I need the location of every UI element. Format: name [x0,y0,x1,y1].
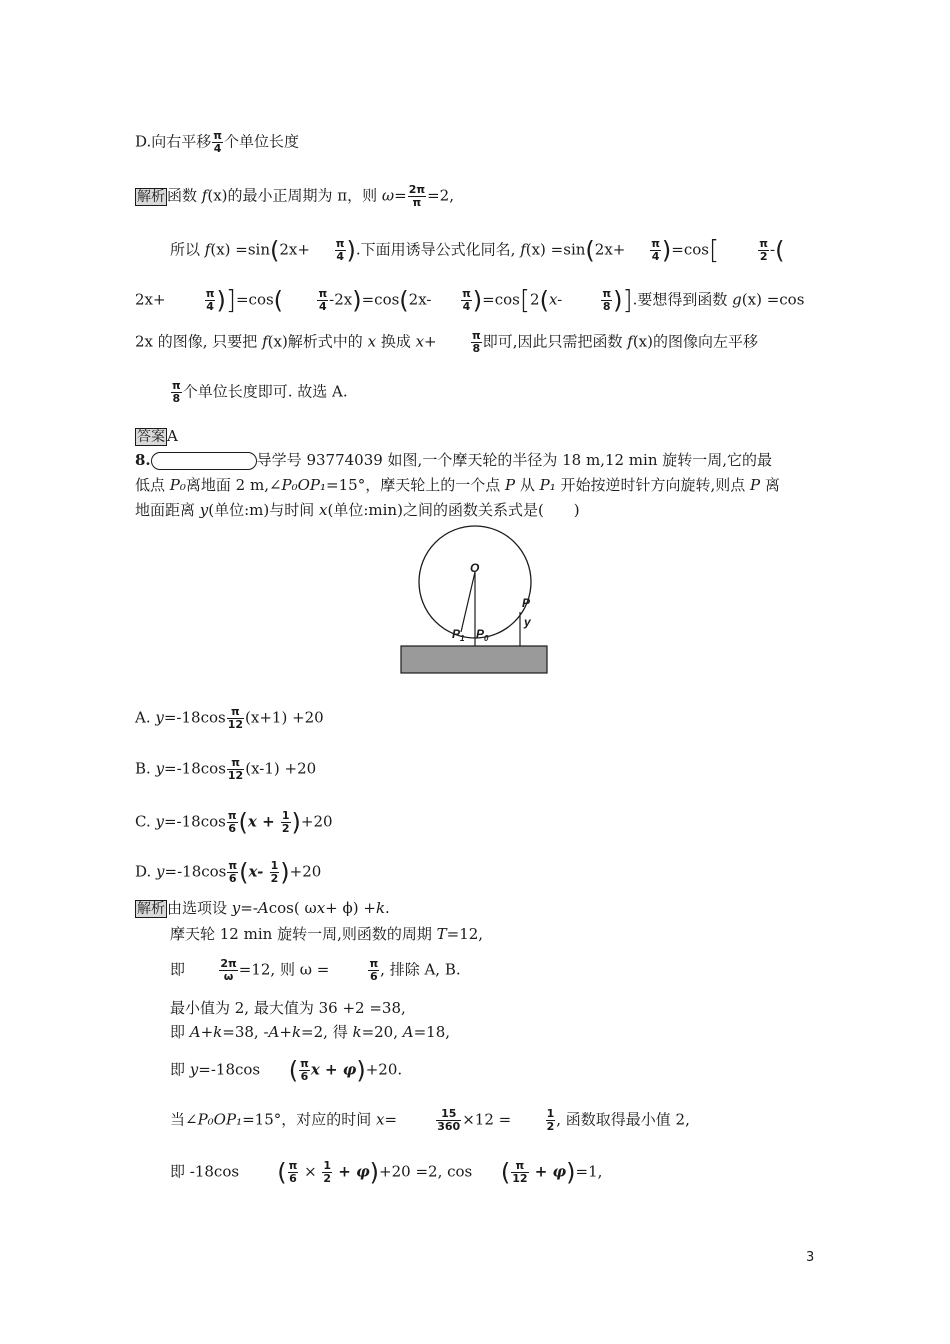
solution2-line7: 当∠P₀OP₁=15°，对应的时间 x= $\frac{15}{360}$ ×12 = $\frac{1}{2}$ , 函数取得最小值 2, [170,1107,690,1133]
fraction: $\frac{1}{2}$ [281,809,290,835]
fraction: $\frac{\pi}{6}$ [369,957,379,983]
radius-op1 [461,572,475,632]
fraction: $\frac{\pi}{4}$ [318,287,328,313]
solution1-line4: 2x 的图像, 只要把 f(x)解析式中的 x 换成 x+ $\frac{\pi}{8}$ 即可,因此只需把函数 f(x)的图像向左平移 [135,329,758,355]
fraction: $\frac{\pi}{8}$ [602,287,612,313]
fraction: $\frac{\pi}{4}$ [213,129,222,155]
solution1-line1: 解析 函数 f(x)的最小正周期为 π，则 ω= $\frac{2\pi}{\pi}$ =2, [137,183,454,209]
fraction: $\frac{\pi}{6}$ [228,859,238,885]
option-a: A. y=-18cos $\frac{\pi}{12}$ (x+1) +20 [135,705,324,731]
label-o: O [470,561,480,575]
fraction: $\frac{1}{2}$ [546,1107,555,1133]
fraction: $\frac{1}{2}$ [323,1159,332,1185]
solution2-line8: 即 -18cos ( $\frac{\pi}{6}$ × $\frac{1}{2}$ + φ)+20 =2, cos ( $\frac{\pi}{12}$ + φ)=1, [170,1158,603,1187]
solution2-line6: 即 y=-18cos ( $\frac{\pi}{6}$ x + φ)+20. [170,1056,403,1085]
fraction: $\frac{\pi}{12}$ [512,1159,528,1185]
solution1-line3: 2x+ $\frac{\pi}{4}$ )]=cos( $\frac{\pi}{4}$ -2x)=cos(2x- $\frac{\pi}{4}$ )=cos[2(x- $\frac{\pi}{8}$ )].要想得到函数 g(x) =cos [135,285,805,316]
fraction: $\frac{\pi}{6}$ [227,809,237,835]
fraction: $\frac{\pi}{8}$ [172,379,181,405]
fraction: $\frac{\pi}{6}$ [300,1057,309,1083]
ground-block [401,646,547,673]
fraction: $\frac{\pi}{4}$ [205,287,215,313]
question8-line1: 8. 导学号 93774039 如图,一个摩天轮的半径为 18 m,12 min 旋转一周,它的最 [135,451,773,469]
label-y: y [524,615,531,629]
fraction: $\frac{2\pi}{\omega}$ [220,957,237,983]
prev-option-d: D.向右平移 $\frac{\pi}{4}$ 个单位长度 [135,129,299,155]
fraction: $\frac{\pi}{8}$ [472,329,481,355]
page-number: 3 [806,1250,815,1265]
fraction: $\frac{\pi}{4}$ [335,237,345,263]
fraction: $\frac{2\pi}{\pi}$ [408,183,426,209]
fraction: $\frac{15}{360}$ [437,1107,461,1133]
solution2-line1: 解析 由选项设 y=-Acos( ωx+ ϕ) +k. [137,899,390,917]
jiexi-tag: 解析 [137,188,165,205]
id-badge-outline [151,452,257,470]
label-p: P [522,596,531,610]
solution2-line3: 即 $\frac{2\pi}{\omega}$ =12, 则 ω = $\frac{\pi}{6}$ , 排除 A, B. [170,957,461,983]
fraction: $\frac{\pi}{12}$ [227,705,244,731]
solution2-line2: 摩天轮 12 min 旋转一周,则函数的周期 T=12, [170,925,484,943]
question8-line2: 低点 P₀离地面 2 m,∠P₀OP₁=15°，摩天轮上的一个点 P 从 P₁ 开始按逆时针方向旋转,则点 P 离 [135,476,780,494]
jiexi-tag: 解析 [137,901,165,917]
label-p0: $P_0$ [476,627,489,643]
solution1-line2: 所以 f(x) =sin(2x+ $\frac{\pi}{4}$ ).下面用诱导公式化同名, f(x) =sin(2x+ $\frac{\pi}{4}$ )=cos[ $\frac{\pi}{2}$ -( [170,235,785,266]
fraction: $\frac{\pi}{4}$ [462,287,471,313]
fraction: $\frac{\pi}{12}$ [227,756,244,782]
solution1-line5: $\frac{\pi}{8}$ 个单位长度即可. 故选 A. [172,379,348,405]
solution2-line5: 即 A+k=38, -A+k=2, 得 k=20, A=18, [170,1023,451,1041]
option-d: D. y=-18cos $\frac{\pi}{6}$ (x- $\frac{1}{2}$ )+20 [135,858,322,887]
question8-line3: 地面距离 y(单位:m)与时间 x(单位:min)之间的函数关系式是( ) [135,501,580,519]
answer1: 答案 A [137,427,178,445]
fraction: $\frac{\pi}{2}$ [759,237,768,263]
fraction: $\frac{1}{2}$ [270,859,279,885]
fraction: $\frac{\pi}{6}$ [288,1159,298,1185]
solution2-line4: 最小值为 2, 最大值为 36 +2 =38, [170,999,406,1017]
option-c: C. y=-18cos $\frac{\pi}{6}$ (x + $\frac{1}{2}$ )+20 [135,808,333,837]
option-b: B. y=-18cos $\frac{\pi}{12}$ (x-1) +20 [135,756,317,782]
ferris-wheel-figure [398,520,558,680]
fraction: $\frac{\pi}{4}$ [651,237,660,263]
label-p1: $P_1$ [452,627,465,643]
daan-tag: 答案 [137,429,165,445]
